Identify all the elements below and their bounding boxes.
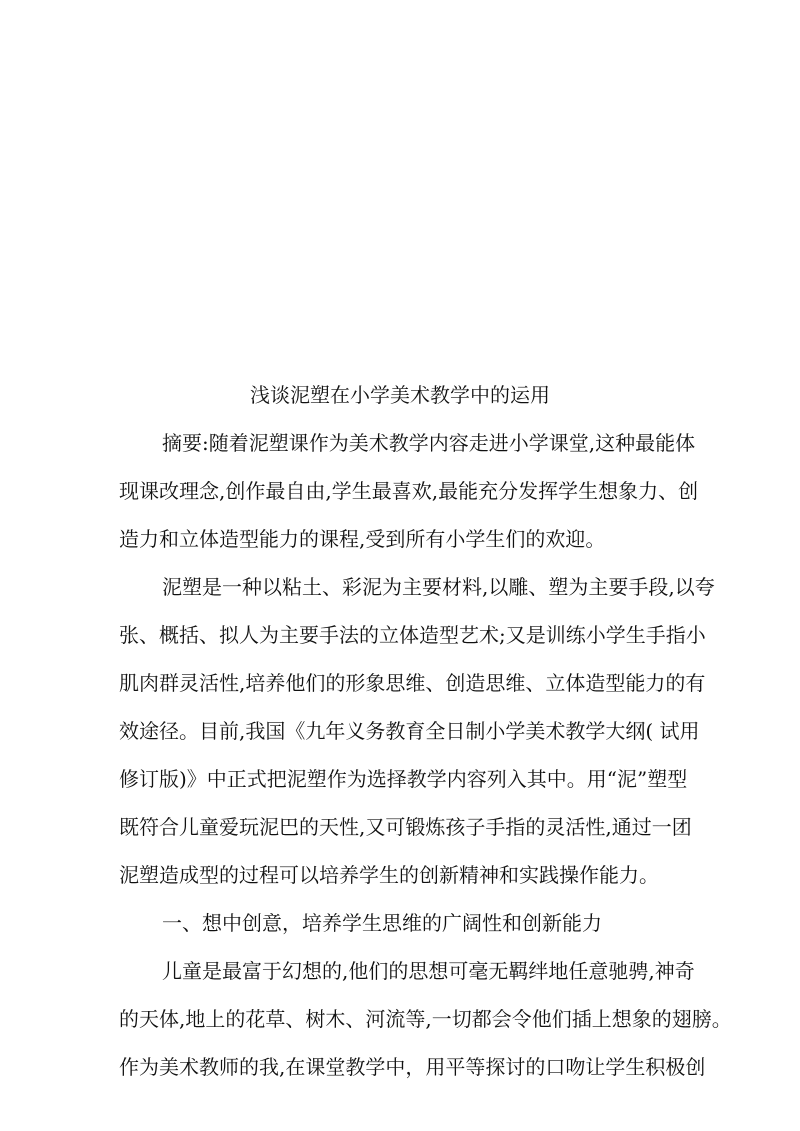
paragraph-line: 儿童是最富于幻想的,他们的思想可毫无羁绊地任意驰骋,神奇 (162, 959, 695, 983)
paragraph-line: 作为美术教师的我,在课堂教学中，用平等探讨的口吻让学生积极创 (119, 1055, 706, 1079)
paragraph-line: 的天体,地上的花草、树木、河流等,一切都会令他们插上想象的翅膀。 (119, 1007, 732, 1031)
paragraph-line: 造力和立体造型能力的课程,受到所有小学生们的欢迎。 (119, 527, 606, 551)
paragraph-line: 泥塑造成型的过程可以培养学生的创新精神和实践操作能力。 (119, 863, 659, 887)
paragraph-line: 修订版)》中正式把泥塑作为选择教学内容列入其中。用“泥”塑型 (119, 767, 688, 791)
section-heading: 一、想中创意，培养学生思维的广阔性和创新能力 (162, 911, 602, 935)
paragraph-line: 泥塑是一种以粘土、彩泥为主要材料,以雕、塑为主要手段,以夸 (162, 575, 715, 599)
paragraph-line: 张、概括、拟人为主要手法的立体造型艺术;又是训练小学生手指小 (119, 623, 706, 647)
paragraph-line: 现课改理念,创作最自由,学生最喜欢,最能充分发挥学生想象力、创 (119, 479, 699, 503)
document-title: 浅谈泥塑在小学美术教学中的运用 (250, 383, 550, 407)
paragraph-line: 摘要:随着泥塑课作为美术教学内容走进小学课堂,这种最能体 (162, 431, 696, 455)
paragraph-line: 效途径。目前,我国《九年义务教育全日制小学美术教学大纲( 试用 (119, 719, 700, 743)
paragraph-line: 肌肉群灵活性,培养他们的形象思维、创造思维、立体造型能力的有 (119, 671, 706, 695)
paragraph-line: 既符合儿童爱玩泥巴的天性,又可锻炼孩子手指的灵活性,通过一团 (119, 815, 692, 839)
